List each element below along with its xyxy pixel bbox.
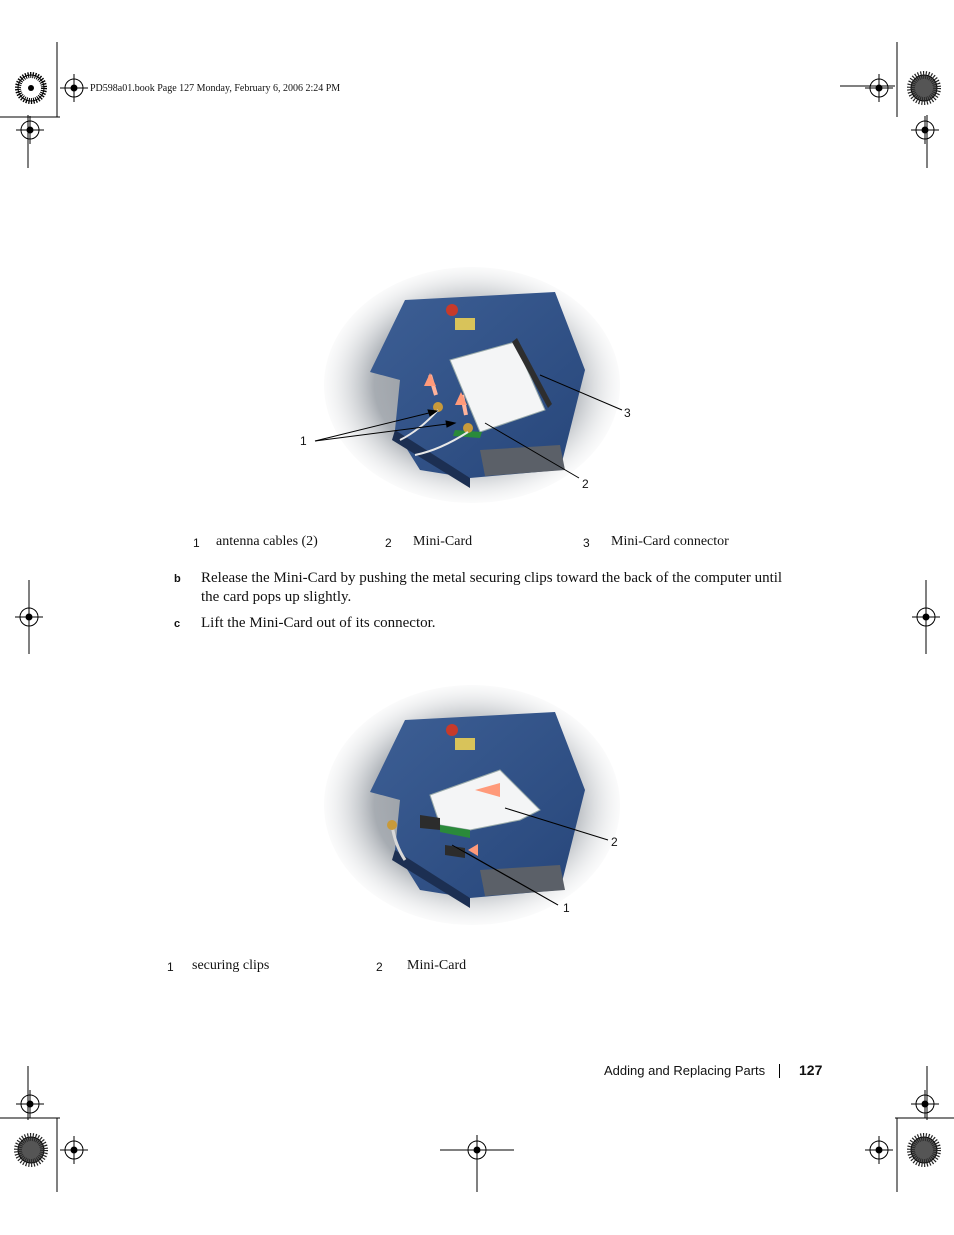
legend-number: 2	[385, 536, 392, 550]
registration-mark-bottom-center	[440, 1135, 514, 1192]
registration-mark-mid-left	[15, 580, 43, 654]
step-letter: b	[174, 573, 181, 585]
legend-number: 1	[193, 536, 200, 550]
step-text-line: the card pops up slightly.	[201, 589, 352, 605]
legend-label: antenna cables (2)	[216, 534, 318, 549]
registration-mark-bottom-left	[0, 1066, 88, 1192]
footer-section-title: Adding and Replacing Parts	[604, 1063, 766, 1078]
figure1-callout-3: 3	[624, 406, 631, 420]
figure1-callout-2: 2	[582, 477, 589, 491]
legend-number: 1	[167, 960, 174, 974]
registration-mark-top-left	[0, 42, 88, 168]
legend-label: Mini-Card	[407, 958, 467, 973]
legend-number: 3	[583, 536, 590, 550]
figure1-callout-1: 1	[300, 434, 307, 448]
legend-label: securing clips	[192, 958, 270, 973]
registration-mark-mid-right	[912, 580, 940, 654]
book-page-stamp: PD598a01.book Page 127 Monday, February 6, 2006 2:24 PM	[90, 83, 341, 94]
legend-label: Mini-Card	[413, 534, 473, 549]
legend-number: 2	[376, 960, 383, 974]
figure2-callout-2: 2	[611, 835, 618, 849]
step-text: Lift the Mini-Card out of its connector.	[201, 615, 436, 631]
legend-label: Mini-Card connector	[611, 534, 729, 549]
step-letter: c	[174, 618, 181, 630]
step-text	[201, 569, 841, 607]
figure2-callout-1: 1	[563, 901, 570, 915]
figure2-illustration	[324, 685, 620, 925]
step-text-line: Release the Mini-Card by pushing the metal securing clips toward the back of the computer until	[201, 570, 783, 586]
page-number: 127	[799, 1062, 823, 1078]
figure1-illustration	[324, 267, 620, 503]
registration-mark-top-right	[840, 42, 939, 168]
registration-mark-bottom-right	[865, 1066, 954, 1192]
footer-divider	[779, 1064, 780, 1078]
